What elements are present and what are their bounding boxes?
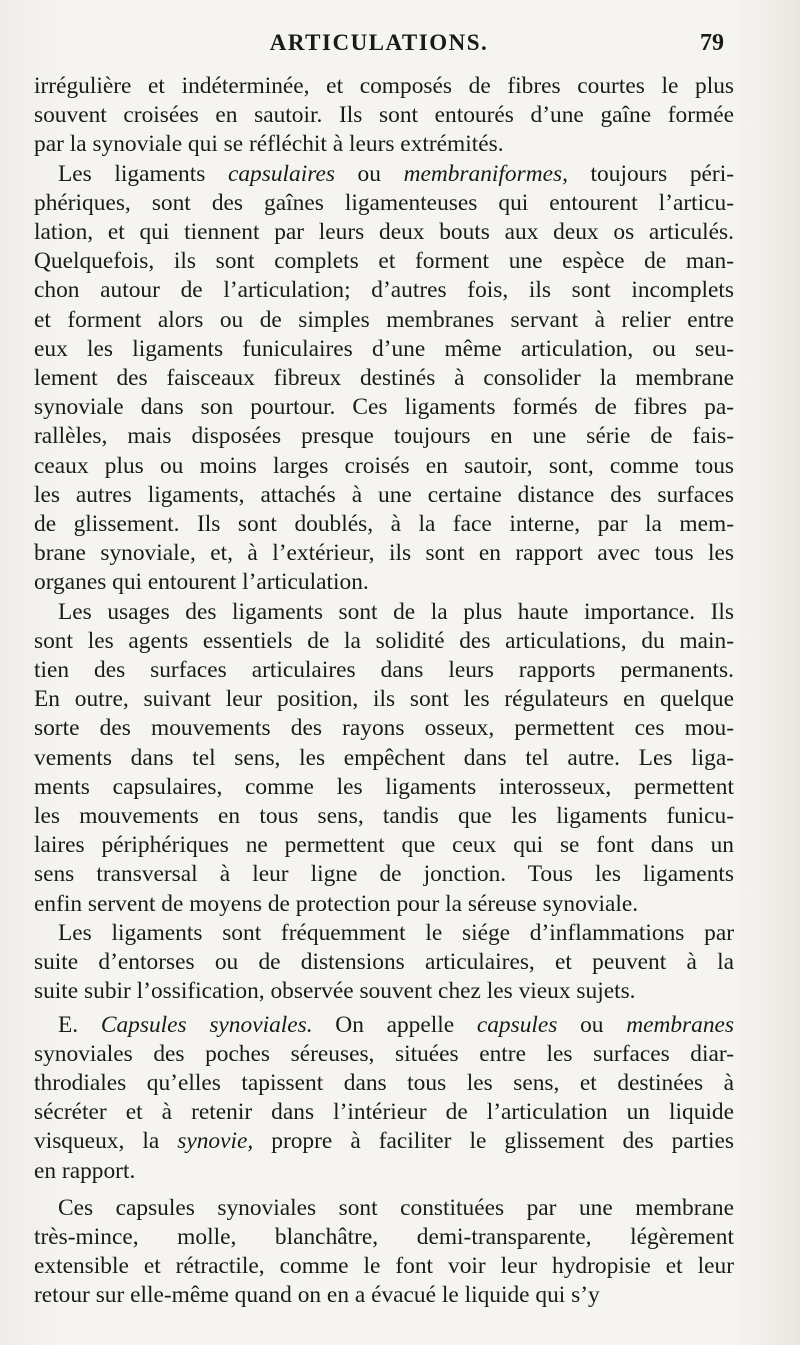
running-head [34, 30, 724, 64]
text-line: sécréter et à retenir dans l’intérieur de l’articulation un liquide [34, 1099, 734, 1126]
text-line: souvent croisées en sautoir. Ils sont entourés d’une gaîne formée [34, 102, 734, 129]
text-line: en rapport. [34, 1157, 136, 1184]
text-line: Ces capsules synoviales sont constituées par une membrane [58, 1194, 734, 1221]
paragraph [34, 1011, 734, 1186]
text-line: E. Capsules synoviales. On appelle capsules ou membranes [58, 1011, 735, 1038]
italic-term: membraniformes, [403, 160, 568, 187]
text-line: laires périphériques ne permettent que ceux qui se font dans un [34, 832, 734, 859]
paragraph [34, 72, 734, 160]
paragraph [34, 160, 734, 598]
text-line: ceaux plus ou moins larges croisés en sautoir, sont, comme tous [34, 452, 734, 479]
paragraph [34, 1194, 734, 1311]
text-line: Les ligaments sont fréquemment le siége d’inflammations par [58, 919, 734, 946]
text-line: Les ligaments capsulaires ou membraniformes, toujours péri- [58, 160, 734, 187]
italic-term: capsules [476, 1011, 558, 1038]
text-line: vements dans tel sens, les empêchent dans tel autre. Les liga- [34, 744, 734, 771]
running-head-title: ARTICULATIONS. [269, 30, 489, 55]
text-line: chon autour de l’articulation; d’autres fois, ils sont incomplets [34, 277, 734, 304]
body-text [34, 72, 734, 1311]
paragraph [34, 919, 734, 1007]
text-line: tien des surfaces articulaires dans leurs rapports permanents. [34, 657, 734, 684]
italic-term: membranes [626, 1011, 735, 1038]
text-line: les mouvements en tous sens, tandis que les ligaments funicu- [34, 803, 734, 830]
text-line: de glissement. Ils sont doublés, à la face interne, par la mem- [34, 511, 734, 538]
text-line: et forment alors ou de simples membranes servant à relier entre [34, 306, 734, 333]
text-line: organes qui entourent l’articulation. [34, 569, 369, 596]
page-number: 79 [700, 30, 724, 56]
text-line: throdiales qu’elles tapissent dans tous les sens, et destinées à [34, 1069, 734, 1096]
text-line: synoviale dans son pourtour. Ces ligaments formés de fibres pa- [34, 394, 734, 421]
text-line: suite d’entorses ou de distensions articulaires, et peuvent à la [34, 949, 734, 976]
text-line: irrégulière et indéterminée, et composés de fibres courtes le plus [34, 73, 734, 99]
text-line: sont les agents essentiels de la solidité des articulations, du main- [34, 627, 734, 654]
text-line: extensible et rétractile, comme le font voir leur hydropisie et leur [34, 1253, 734, 1280]
text-line: très-mince, molle, blanchâtre, demi-transparente, légèrement [34, 1223, 734, 1250]
text-line: retour sur elle-même quand on en a évacué le liquide qui s’y [34, 1282, 600, 1309]
text-line: sens transversal à leur ligne de jonction. Tous les ligaments [34, 861, 734, 888]
text-line: synoviales des poches séreuses, situées entre les surfaces diar- [34, 1040, 734, 1067]
italic-term: synovie, [177, 1128, 254, 1155]
text-line: suite subir l’ossification, observée souvent chez les vieux sujets. [34, 978, 636, 1005]
italic-term: capsulaires [227, 160, 335, 187]
text-line: En outre, suivant leur position, ils sont les régulateurs en quelque [34, 686, 734, 713]
text-line: rallèles, mais disposées presque toujours en une série de fais- [34, 423, 734, 450]
text-line: enfin servent de moyens de protection pour la séreuse synoviale. [34, 890, 639, 917]
text-line: visqueux, la synovie, propre à faciliter le glissement des parties [34, 1128, 734, 1155]
text-line: brane synoviale, et, à l’extérieur, ils sont en rapport avec tous les [34, 540, 734, 567]
text-line: lement des faisceaux fibreux destinés à consolider la membrane [34, 365, 734, 392]
text-line: Quelquefois, ils sont complets et forment une espèce de man- [34, 248, 734, 275]
text-line: eux les ligaments funiculaires d’une même articulation, ou seu- [34, 335, 734, 362]
text-line: les autres ligaments, attachés à une certaine distance des surfaces [34, 481, 734, 508]
text-line: Les usages des ligaments sont de la plus haute importance. Ils [58, 598, 734, 625]
text-line: sorte des mouvements des rayons osseux, permettent ces mou- [34, 715, 734, 742]
text-line: phériques, sont des gaînes ligamenteuses qui entourent l’articu- [34, 189, 734, 216]
text-line: par la synoviale qui se réfléchit à leurs extrémités. [34, 131, 504, 158]
text-line: ments capsulaires, comme les ligaments interosseux, permettent [34, 773, 734, 800]
italic-term: Capsules synoviales. [100, 1011, 313, 1038]
text-line: lation, et qui tiennent par leurs deux bouts aux deux os articulés. [34, 219, 734, 246]
paragraph [34, 598, 734, 919]
